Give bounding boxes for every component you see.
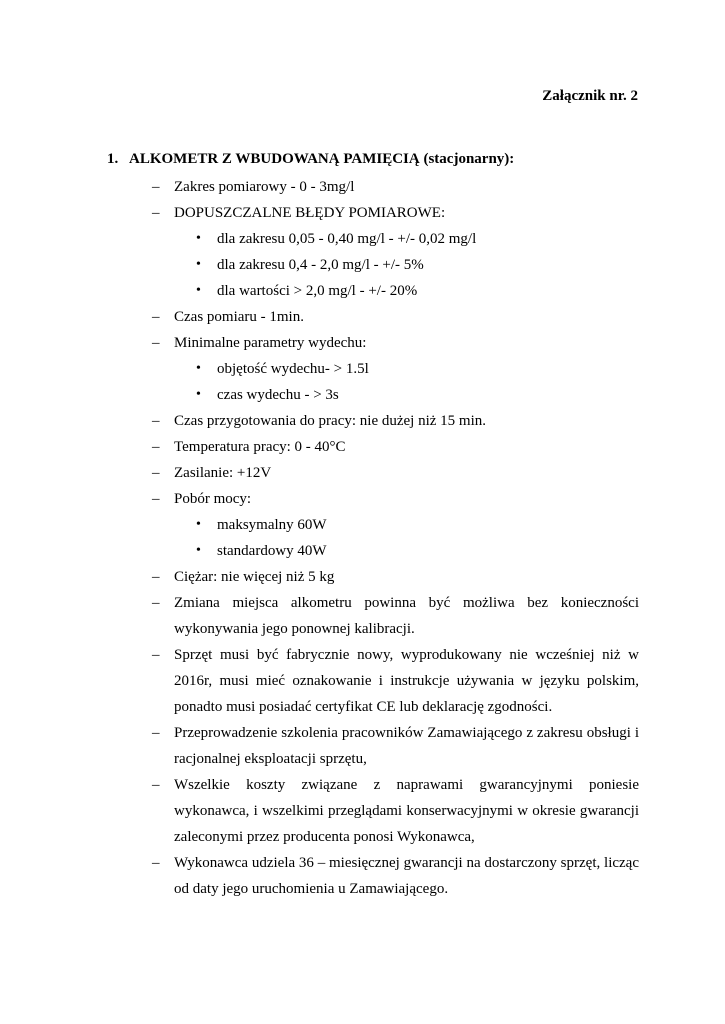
dash-marker: – xyxy=(152,595,160,611)
bullet-marker: • xyxy=(196,231,201,246)
list-item-text: DOPUSZCZALNE BŁĘDY POMIAROWE: xyxy=(174,205,446,221)
section-title: ALKOMETR Z WBUDOWANĄ PAMIĘCIĄ (stacjonarny): xyxy=(129,151,515,167)
bullet-marker: • xyxy=(196,257,201,272)
dash-marker: – xyxy=(152,465,160,481)
list-item xyxy=(0,642,725,720)
bullet-marker: • xyxy=(196,543,201,558)
list-item xyxy=(0,590,725,642)
list-item-text: Zakres pomiarowy - 0 - 3mg/l xyxy=(174,179,355,195)
list-item xyxy=(0,304,725,330)
list-item xyxy=(0,330,725,356)
dash-marker: – xyxy=(152,491,160,507)
bullet-item xyxy=(0,382,725,408)
dash-marker: – xyxy=(152,569,160,585)
bullet-marker: • xyxy=(196,283,201,298)
section-number: 1. xyxy=(107,151,119,167)
bullet-item-text: dla wartości > 2,0 mg/l - +/- 20% xyxy=(217,283,418,299)
bullet-item-text: maksymalny 60W xyxy=(217,517,327,533)
specification-list xyxy=(0,174,725,902)
list-item-text: Minimalne parametry wydechu: xyxy=(174,335,367,351)
dash-marker: – xyxy=(152,647,160,663)
bullet-marker: • xyxy=(196,361,201,376)
bullet-item xyxy=(0,252,725,278)
dash-marker: – xyxy=(152,179,160,195)
bullet-marker: • xyxy=(196,517,201,532)
list-item-text: Wykonawca udziela 36 – miesięcznej gwarancji na dostarczony sprzęt, licząc od daty jego uruchomienia u Zamawiającego. xyxy=(174,855,639,897)
dash-marker: – xyxy=(152,335,160,351)
bullet-item xyxy=(0,356,725,382)
bullet-item xyxy=(0,538,725,564)
list-item xyxy=(0,200,725,226)
list-item xyxy=(0,720,725,772)
list-item-text: Ciężar: nie więcej niż 5 kg xyxy=(174,569,335,585)
list-item xyxy=(0,564,725,590)
dash-marker: – xyxy=(152,205,160,221)
bullet-item xyxy=(0,226,725,252)
bullet-item-text: dla zakresu 0,05 - 0,40 mg/l - +/- 0,02 mg/l xyxy=(217,231,477,247)
list-item xyxy=(0,408,725,434)
list-item-text: Czas pomiaru - 1min. xyxy=(174,309,304,325)
list-item-text: Przeprowadzenie szkolenia pracowników Zamawiającego z zakresu obsługi i racjonalnej eksploatacji sprzętu, xyxy=(174,725,639,767)
bullet-item xyxy=(0,278,725,304)
dash-marker: – xyxy=(152,439,160,455)
list-item-text: Pobór mocy: xyxy=(174,491,252,507)
bullet-item-text: standardowy 40W xyxy=(217,543,327,559)
list-item xyxy=(0,850,725,902)
bullet-item-text: objętość wydechu- > 1.5l xyxy=(217,361,369,377)
list-item-text: Wszelkie koszty związane z naprawami gwarancyjnymi poniesie wykonawca, i wszelkimi przeglądami konserwacyjnymi w okresie gwarancji zaleconymi przez producenta ponosi Wykonawca, xyxy=(174,777,639,845)
list-item xyxy=(0,486,725,512)
section-heading xyxy=(107,151,514,168)
list-item-text: Zasilanie: +12V xyxy=(174,465,272,481)
list-item xyxy=(0,772,725,850)
dash-marker: – xyxy=(152,855,160,871)
bullet-marker: • xyxy=(196,387,201,402)
dash-marker: – xyxy=(152,309,160,325)
list-item-text: Zmiana miejsca alkometru powinna być możliwa bez konieczności wykonywania jego ponownej kalibracji. xyxy=(174,595,639,637)
dash-marker: – xyxy=(152,725,160,741)
dash-marker: – xyxy=(152,413,160,429)
bullet-item-text: dla zakresu 0,4 - 2,0 mg/l - +/- 5% xyxy=(217,257,424,273)
annex-title: Załącznik nr. 2 xyxy=(542,88,638,104)
list-item xyxy=(0,174,725,200)
list-item-text: Czas przygotowania do pracy: nie dużej niż 15 min. xyxy=(174,413,486,429)
dash-marker: – xyxy=(152,777,160,793)
bullet-item-text: czas wydechu - > 3s xyxy=(217,387,339,403)
list-item-text: Temperatura pracy: 0 - 40°C xyxy=(174,439,346,455)
list-item-text: Sprzęt musi być fabrycznie nowy, wyprodukowany nie wcześniej niż w 2016r, musi mieć oznakowanie i instrukcje używania w języku polskim, ponadto musi posiadać certyfikat CE lub deklarację zgodności. xyxy=(174,647,639,715)
list-item xyxy=(0,460,725,486)
bullet-item xyxy=(0,512,725,538)
list-item xyxy=(0,434,725,460)
